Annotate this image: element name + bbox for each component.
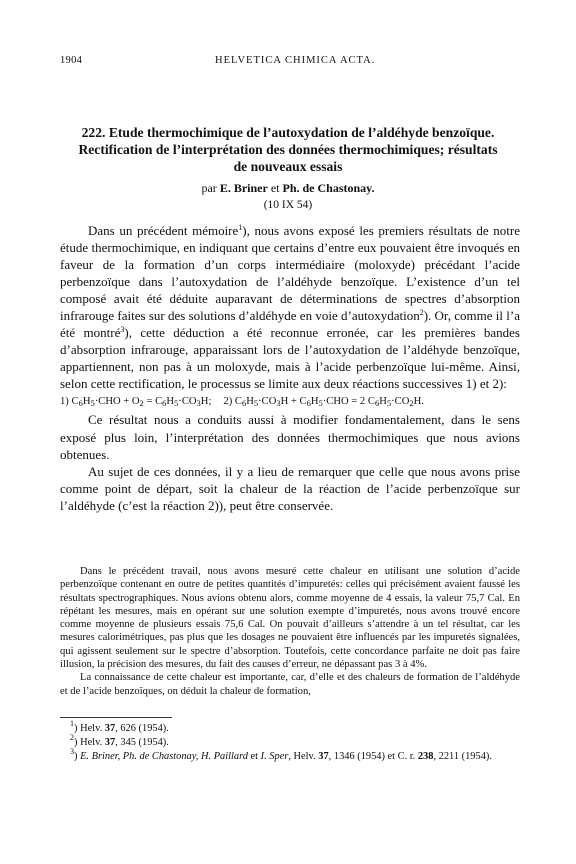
small-paragraph-2: La connaissance de cette chaleur est importante, car, d’elle et des chaleurs de formation de l’aldéhyde et de l’acide benzoïques, on déduit la chaleur de formation, xyxy=(60,672,520,697)
eq2-t8: ·CO xyxy=(391,396,410,408)
small-print-section xyxy=(60,565,520,698)
equation-2 xyxy=(223,396,424,407)
footnote-divider xyxy=(60,717,172,718)
eq2-t3: ·CO xyxy=(258,396,277,408)
eq1-s2: 5 xyxy=(90,398,95,409)
fn3-pages-2: , 2211 (1954). xyxy=(433,751,492,762)
paragraph-3: Au sujet de ces données, il y a lieu de remarquer que celle que nous avons prise comme point de départ, soit la chaleur de la réaction de l’acide perbenzoïque sur l’aldéhyde (c’est la réaction 2)), peut être conservée. xyxy=(60,463,520,513)
fn1-volume: 37 xyxy=(104,723,116,734)
eq2-t9: H. xyxy=(413,396,424,408)
eq2-s6: 6 xyxy=(374,398,380,409)
article-authors xyxy=(70,180,506,196)
footnotes xyxy=(60,719,520,764)
eq2-s7: 5 xyxy=(386,398,392,409)
eq1-t4: = C xyxy=(143,396,163,408)
eq2-s1: 6 xyxy=(241,398,247,409)
article-heading xyxy=(70,124,506,213)
paragraph-2: Ce résultat nous a conduits aussi à modifier fondamentalement, dans le sens exposé plus loin, l’interprétation des données thermochimiques que nous avions obtenues. xyxy=(60,412,520,462)
eq2-t6: ·CHO = 2 C xyxy=(322,396,375,408)
eq1-t5: H xyxy=(166,396,175,408)
footnote-ref-2: 2 xyxy=(419,308,424,318)
fn2-pages: , 345 (1954). xyxy=(115,737,169,748)
eq2-t4: H + C xyxy=(280,396,307,408)
eq1-t6: ·CO xyxy=(178,396,197,408)
eq2-s3: 3 xyxy=(276,398,281,409)
eq1-s3: 2 xyxy=(139,398,144,409)
fn1-pages: , 626 (1954). xyxy=(115,723,169,734)
fn3-mark: 3 xyxy=(70,747,74,756)
eq1-s5: 5 xyxy=(174,398,179,409)
eq2-s8: 2 xyxy=(409,398,414,409)
fn3-journal: , Helv. xyxy=(288,751,319,762)
eq1-label: 1) xyxy=(60,396,69,408)
article-title: 222. Etude thermochimique de l’autoxydation de l’aldéhyde benzoïque. Rectification de l’interprétation des données thermochimiques; résultats de nouveaux essais xyxy=(78,125,498,174)
authors-joiner: et xyxy=(270,181,280,195)
fn3-pages: , 1346 (1954) et C. r. xyxy=(328,751,418,762)
received-date: (10 IX 54) xyxy=(263,199,313,211)
equation-1 xyxy=(60,396,211,407)
fn1-mark: 1 xyxy=(70,719,74,728)
fn2-mark: 2 xyxy=(70,733,74,742)
main-text xyxy=(60,222,520,514)
eq1-s6: 3 xyxy=(196,398,201,409)
footnote-2: $^2$) Helv. 37, 345 (1954). xyxy=(70,733,169,748)
p1-part-d: ), cette déduction a été reconnue erronée, car les premières bandes d’absorption infrarouge, apparaissant lors de l’autoxydation de l’aldéhyde benzoïque, appartiennent, non pas à un moloxyde, mais à l’acide perbenzoïque lui-même. Ainsi, selon cette rectification, le processus se limite aux deux réactions successives 1) et 2): xyxy=(60,325,520,392)
author-1: E. Briner xyxy=(219,181,268,195)
reaction-equations xyxy=(60,393,520,410)
authors-prefix: par xyxy=(201,181,217,195)
page-number: 1904 xyxy=(60,55,83,66)
fn3-authors: E. Briner, Ph. de Chastonay, H. Paillard xyxy=(80,751,248,762)
fn3-volume: 37 xyxy=(318,751,329,762)
journal-name: HELVETICA CHIMICA ACTA. xyxy=(215,55,376,66)
fn3-last-author: I. Sper xyxy=(260,751,289,762)
eq2-t2: H xyxy=(246,396,254,408)
paragraph-1 xyxy=(60,222,520,392)
eq1-t3: ·CHO + O xyxy=(94,396,140,408)
fn1-journal: Helv. xyxy=(80,723,105,734)
footnote-ref-3: 3 xyxy=(120,325,125,335)
eq2-s2: 5 xyxy=(253,398,259,409)
eq2-t5: H xyxy=(310,396,319,408)
p1-part-a: Dans un précédent mémoire xyxy=(88,223,239,238)
footnote-3: $^3$) E. Briner, Ph. de Chastonay, H. Paillard et I. Sper, Helv. 37, 1346 (1954) et C. r. 238, 2211 (1954). xyxy=(70,747,492,762)
eq2-t1: C xyxy=(234,396,242,408)
eq1-s1: 6 xyxy=(78,398,83,409)
footnote-1: $^1$) Helv. 37, 626 (1954). xyxy=(70,719,169,734)
fn2-volume: 37 xyxy=(104,737,116,748)
p1-part-b: ), nous avons exposé les premiers résultats de notre étude thermochimique, en indiquant que certains d’entre eux pouvaient être invoqués en faveur de la formation d’un corps intermédiaire (moloxyde) précédant l’acide perbenzoïque dans l’autoxydation de l’aldéhyde benzoïque. L’existence d’un tel composé avait été déduite auparavant de déterminations de spectres d’absorption infrarouge faites sur des solutions d’aldéhyde en voie d’autoxydation xyxy=(60,223,520,324)
p1-part-c: ). Or, comme il l’a été montré xyxy=(60,308,520,341)
eq2-s4: 6 xyxy=(306,398,311,409)
small-paragraph-1: Dans le précédent travail, nous avons mesuré cette chaleur en utilisant une solution d’acide perbenzoïque contenant en outre de petites quantités d’impuretés: celles qui précisément avaient faussé les résultats spectrographiques. Nous avions obtenu alors, comme moyenne de 4 essais, la valeur 75,7 Cal. En répétant les mesures, mais en opérant sur une solution exempte d’impuretés, nous avons trouvé encore comme moyenne de plusieurs essais 75,6 Cal. On pouvait d’ailleurs s’attendre à un tel résultat, car les mesures calorimétriques, pas plus que les dosages ne pouvaient être influencés par les impuretés signalées, qui agissent seulement sur le spectre d’absorption. Toutefois, cette concordance parfaite ne doit pas faire illusion, la précision des mesures, du fait des causes d’erreur, ne dépassant pas 3 à 4%. xyxy=(60,566,520,671)
eq1-t1: C xyxy=(71,396,79,408)
eq2-s5: 5 xyxy=(318,398,323,409)
fn3-volume-2: 238 xyxy=(417,751,434,762)
author-2: Ph. de Chastonay. xyxy=(282,181,375,195)
eq1-t2: H xyxy=(82,396,91,408)
eq1-t7: H; xyxy=(200,396,212,408)
eq2-label: 2) xyxy=(223,396,233,408)
fn2-journal: Helv. xyxy=(80,737,105,748)
eq2-t7: H xyxy=(379,396,387,408)
footnote-ref-1: 1 xyxy=(238,223,243,232)
fn3-and: et xyxy=(247,751,261,762)
eq1-s4: 6 xyxy=(162,398,167,409)
